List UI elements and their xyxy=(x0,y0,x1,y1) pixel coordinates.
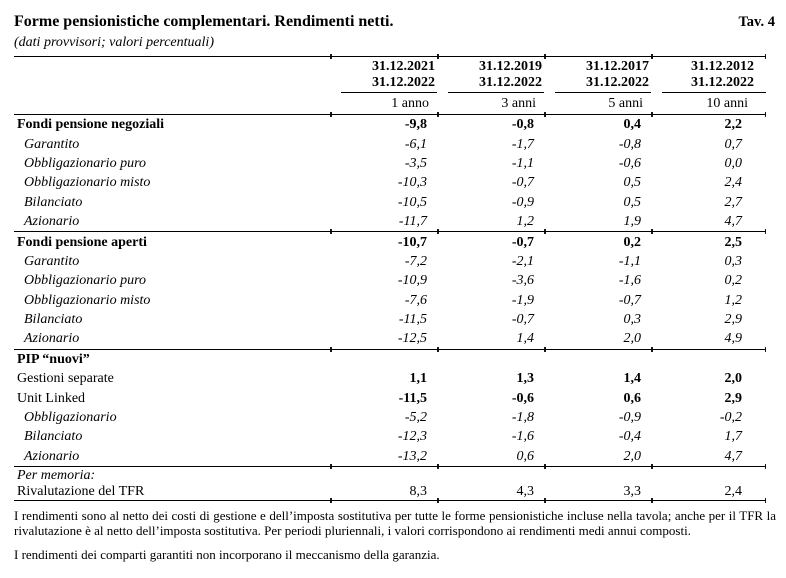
value-cell: 8,3 xyxy=(409,484,427,500)
value-cell: -0,6 xyxy=(618,155,641,171)
period-end-date: 31.12.2022 xyxy=(586,75,649,90)
value-cell: -0,7 xyxy=(618,292,641,308)
period-dates xyxy=(341,57,437,93)
value-cell: 0,3 xyxy=(724,253,742,269)
value-cell: -0,6 xyxy=(511,390,534,406)
header-col-1-anno xyxy=(330,57,437,114)
row-label: PIP “nuovi” xyxy=(17,351,90,367)
column-divider-tick xyxy=(651,498,653,503)
value-cell: -0,2 xyxy=(719,410,742,426)
value-cell: -7,6 xyxy=(404,292,427,308)
value-cell: 2,0 xyxy=(623,448,641,464)
value-cell: 1,1 xyxy=(409,371,427,387)
value-cell: -10,7 xyxy=(397,234,427,250)
value-cell: -0,7 xyxy=(511,312,534,328)
column-divider-tick xyxy=(330,229,332,234)
value-cell: 4,3 xyxy=(516,484,534,500)
row-label: Garantito xyxy=(24,253,80,269)
value-cell: 1,9 xyxy=(623,214,641,230)
column-divider-tick xyxy=(437,229,439,234)
page-subtitle: (dati provvisori; valori percentuali) xyxy=(14,35,214,50)
value-cell: 1,3 xyxy=(516,371,534,387)
column-divider-tick xyxy=(765,54,767,59)
column-divider-tick xyxy=(330,54,332,59)
header-col-5-anni xyxy=(544,57,651,114)
table-row xyxy=(14,310,766,329)
header-corner-cell xyxy=(14,57,330,114)
row-label: Azionario xyxy=(24,448,80,464)
period-end-date: 31.12.2022 xyxy=(691,75,754,90)
footnote-1: I rendimenti sono al netto dei costi di gestione e dell’imposta sostitutiva per tutte le forme pensionistiche incluse nella tavola; anche per il TFR la rivalutazione è al netto dell’imposta sostitutiva. Per periodi pluriennali, i valori corrispondono ai rendimenti medi annui composti. xyxy=(14,508,776,539)
row-label: Obbligazionario puro xyxy=(24,155,146,171)
value-cell: -11,5 xyxy=(398,390,427,406)
value-cell: 0,2 xyxy=(724,273,742,289)
period-start-date: 31.12.2019 xyxy=(479,59,542,74)
table-row xyxy=(14,427,766,446)
value-cell: 2,0 xyxy=(623,331,641,347)
column-divider-tick xyxy=(765,229,767,234)
row-label: Bilanciato xyxy=(24,194,83,210)
value-cell: -3,6 xyxy=(511,273,534,289)
value-cell: 1,4 xyxy=(516,331,534,347)
row-label: Rivalutazione del TFR xyxy=(17,484,145,500)
row-label: Bilanciato xyxy=(24,429,83,445)
value-cell: -5,2 xyxy=(404,410,427,426)
value-cell: 4,9 xyxy=(724,331,742,347)
period-end-date: 31.12.2022 xyxy=(479,75,542,90)
row-label: Obbligazionario xyxy=(24,410,117,426)
row-label: Obbligazionario puro xyxy=(24,273,146,289)
row-label: Bilanciato xyxy=(24,312,83,328)
table-row xyxy=(14,154,766,173)
table-row xyxy=(14,484,766,501)
value-cell: 1,2 xyxy=(516,214,534,230)
header-col-10-anni xyxy=(651,57,766,114)
value-cell: -1,9 xyxy=(511,292,534,308)
column-divider-tick xyxy=(544,498,546,503)
period-label: 10 anni xyxy=(706,96,748,111)
table-row xyxy=(14,134,766,153)
value-cell: 2,4 xyxy=(724,175,742,191)
value-cell: -1,8 xyxy=(511,410,534,426)
row-label: Obbligazionario misto xyxy=(24,175,151,191)
period-label: 3 anni xyxy=(501,96,536,111)
value-cell: 0,3 xyxy=(623,312,641,328)
value-cell: 1,4 xyxy=(623,371,641,387)
period-label: 5 anni xyxy=(608,96,643,111)
table-row xyxy=(14,231,766,251)
value-cell: -0,8 xyxy=(618,136,641,152)
table-header xyxy=(14,56,766,115)
value-cell: -1,7 xyxy=(511,136,534,152)
table-row xyxy=(14,466,766,484)
value-cell: -12,3 xyxy=(397,429,427,445)
value-cell: -0,9 xyxy=(511,194,534,210)
table-row xyxy=(14,291,766,310)
column-divider-tick xyxy=(651,229,653,234)
value-cell: -1,6 xyxy=(618,273,641,289)
value-cell: -0,9 xyxy=(618,410,641,426)
column-divider-tick xyxy=(330,464,332,469)
value-cell: -0,7 xyxy=(511,234,534,250)
table-row xyxy=(14,408,766,427)
column-divider-tick xyxy=(651,464,653,469)
table-row xyxy=(14,388,766,407)
row-label: Fondi pensione aperti xyxy=(17,234,147,250)
column-divider-tick xyxy=(330,498,332,503)
column-divider-tick xyxy=(544,347,546,352)
value-cell: 0,7 xyxy=(724,136,742,152)
value-cell: 4,7 xyxy=(724,214,742,230)
value-cell: -10,5 xyxy=(397,194,427,210)
column-divider-tick xyxy=(765,347,767,352)
column-divider-tick xyxy=(437,347,439,352)
period-start-date: 31.12.2012 xyxy=(691,59,754,74)
value-cell: 2,9 xyxy=(724,312,742,328)
value-cell: 0,5 xyxy=(623,175,641,191)
value-cell: -10,3 xyxy=(397,175,427,191)
row-label: Obbligazionario misto xyxy=(24,292,151,308)
column-divider-tick xyxy=(651,54,653,59)
table-row xyxy=(14,212,766,231)
value-cell: 3,3 xyxy=(623,484,641,500)
value-cell: 0,4 xyxy=(623,117,641,133)
column-divider-tick xyxy=(544,229,546,234)
table-row xyxy=(14,271,766,290)
table-number: Tav. 4 xyxy=(738,14,775,30)
period-start-date: 31.12.2021 xyxy=(372,59,435,74)
value-cell: 0,6 xyxy=(623,390,641,406)
value-cell: -3,5 xyxy=(404,155,427,171)
column-divider-tick xyxy=(544,464,546,469)
table-row xyxy=(14,115,766,134)
value-cell: -12,5 xyxy=(397,331,427,347)
value-cell: 2,7 xyxy=(724,194,742,210)
table-row xyxy=(14,193,766,212)
value-cell: 4,7 xyxy=(724,448,742,464)
value-cell: 2,0 xyxy=(724,371,742,387)
period-dates xyxy=(662,57,766,93)
table-row xyxy=(14,173,766,192)
value-cell: -2,1 xyxy=(511,253,534,269)
value-cell: -7,2 xyxy=(404,253,427,269)
value-cell: -1,6 xyxy=(511,429,534,445)
value-cell: -1,1 xyxy=(511,155,534,171)
row-label: Azionario xyxy=(24,331,80,347)
column-divider-tick xyxy=(437,54,439,59)
table-row xyxy=(14,447,766,466)
value-cell: 2,9 xyxy=(724,390,742,406)
value-cell: -0,8 xyxy=(511,117,534,133)
period-dates xyxy=(448,57,544,93)
row-label: Fondi pensione negoziali xyxy=(17,117,165,133)
value-cell: 1,2 xyxy=(724,292,742,308)
column-divider-tick xyxy=(437,464,439,469)
value-cell: -0,4 xyxy=(618,429,641,445)
row-label: Azionario xyxy=(24,214,80,230)
value-cell: 0,5 xyxy=(623,194,641,210)
value-cell: -1,1 xyxy=(618,253,641,269)
period-start-date: 31.12.2017 xyxy=(586,59,649,74)
value-cell: 0,0 xyxy=(724,155,742,171)
row-label: Garantito xyxy=(24,136,80,152)
column-divider-tick xyxy=(437,498,439,503)
value-cell: 2,2 xyxy=(724,117,742,133)
table-row xyxy=(14,252,766,271)
value-cell: 2,5 xyxy=(724,234,742,250)
row-label: Unit Linked xyxy=(17,390,86,406)
column-divider-tick xyxy=(651,347,653,352)
period-end-date: 31.12.2022 xyxy=(372,75,435,90)
table-body xyxy=(14,115,766,501)
value-cell: -13,2 xyxy=(397,448,427,464)
column-divider-tick xyxy=(544,54,546,59)
value-cell: -9,8 xyxy=(404,117,427,133)
column-divider-tick xyxy=(765,498,767,503)
value-cell: -0,7 xyxy=(511,175,534,191)
footnote-2: I rendimenti dei comparti garantiti non incorporano il meccanismo della garanzia. xyxy=(14,547,440,563)
value-cell: 2,4 xyxy=(724,484,742,500)
value-cell: -11,5 xyxy=(398,312,427,328)
table-row xyxy=(14,329,766,348)
column-divider-tick xyxy=(765,464,767,469)
table-row xyxy=(14,349,766,369)
returns-table xyxy=(14,56,766,501)
row-label: Gestioni separate xyxy=(17,371,114,387)
row-label: Per memoria: xyxy=(17,467,96,483)
table-row xyxy=(14,369,766,388)
column-divider-tick xyxy=(330,347,332,352)
value-cell: -10,9 xyxy=(397,273,427,289)
value-cell: 0,2 xyxy=(623,234,641,250)
header-col-3-anni xyxy=(437,57,544,114)
value-cell: 0,6 xyxy=(516,448,534,464)
value-cell: -6,1 xyxy=(404,136,427,152)
period-label: 1 anno xyxy=(391,96,429,111)
period-dates xyxy=(555,57,651,93)
page-title: Forme pensionistiche complementari. Rendimenti netti. xyxy=(14,13,394,30)
value-cell: 1,7 xyxy=(724,429,742,445)
value-cell: -11,7 xyxy=(398,214,427,230)
